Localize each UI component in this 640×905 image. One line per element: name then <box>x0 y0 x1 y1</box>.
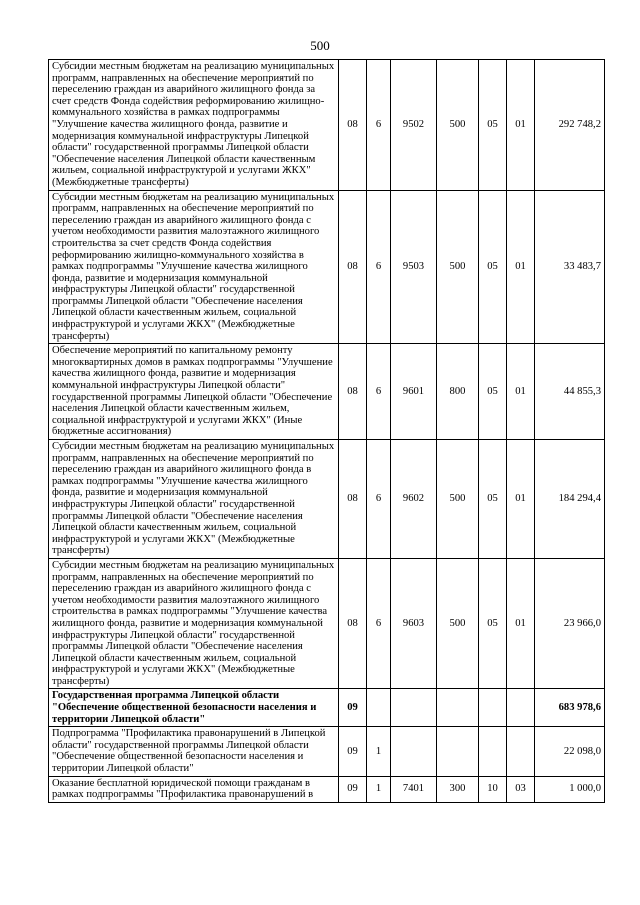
table-row <box>49 776 605 802</box>
expense-type-code <box>437 727 479 776</box>
table-row <box>49 190 605 344</box>
row-description: Обеспечение мероприятий по капитальному ремонту многоквартирных домов в рамках подпрограммы "Улучшение качества жилищного фонда, развитие и модернизация коммунальной инфраструктуры Липецкой области" государственной программы Липецкой области "Обеспечение населения Липецкой области качественным жильем, социальной инфраструктурой и услугами ЖКХ" (Иные бюджетные ассигнования) <box>49 344 339 440</box>
subprogram-code: 1 <box>367 776 391 802</box>
subsection-code <box>507 727 535 776</box>
subprogram-code <box>367 689 391 727</box>
table-row <box>49 60 605 191</box>
subsection-code: 01 <box>507 558 535 689</box>
amount: 22 098,0 <box>535 727 605 776</box>
section-code: 05 <box>479 558 507 689</box>
expense-type-code: 500 <box>437 440 479 559</box>
amount: 23 966,0 <box>535 558 605 689</box>
amount: 33 483,7 <box>535 190 605 344</box>
subsection-code: 01 <box>507 440 535 559</box>
direction-code: 9502 <box>391 60 437 191</box>
program-code: 08 <box>339 190 367 344</box>
table-row <box>49 344 605 440</box>
direction-code <box>391 727 437 776</box>
amount: 44 855,3 <box>535 344 605 440</box>
section-code: 05 <box>479 344 507 440</box>
section-code <box>479 727 507 776</box>
subsection-code: 01 <box>507 190 535 344</box>
section-code: 05 <box>479 60 507 191</box>
table-row <box>49 689 605 727</box>
row-description: Подпрограмма "Профилактика правонарушений в Липецкой области" государственной программы Липецкой области "Обеспечение общественной безопасности населения и территории Липецкой области" <box>49 727 339 776</box>
expense-type-code: 300 <box>437 776 479 802</box>
table-row <box>49 440 605 559</box>
direction-code: 9503 <box>391 190 437 344</box>
program-code: 08 <box>339 60 367 191</box>
row-description: Субсидии местным бюджетам на реализацию муниципальных программ, направленных на обеспечение мероприятий по переселению граждан из аварийного жилищного фонда с учетом необходимости развития малоэтажного жилищного строительства в рамках подпрограммы "Улучшение качества жилищного фонда, развитие и модернизация коммунальной инфраструктуры Липецкой области" государственной программы Липецкой области "Обеспечение населения Липецкой области качественным жильем, социальной инфраструктурой и услугами ЖКХ" (Межбюджетные трансферты) <box>49 558 339 689</box>
subprogram-code: 6 <box>367 440 391 559</box>
row-description: Субсидии местным бюджетам на реализацию муниципальных программ, направленных на обеспечение мероприятий по переселению граждан из аварийного жилищного фонда с учетом необходимости развития малоэтажного жилищного строительства за счет средств Фонда содействия реформированию жилищно-коммунального хозяйства в рамках подпрограммы "Улучшение качества жилищного фонда, развитие и модернизация коммунальной инфраструктуры Липецкой области" государственной программы Липецкой области "Обеспечение населения Липецкой области качественным жильем, социальной инфраструктурой и услугами ЖКХ" (Межбюджетные трансферты) <box>49 190 339 344</box>
expense-type-code: 500 <box>437 60 479 191</box>
direction-code: 9603 <box>391 558 437 689</box>
subsection-code <box>507 689 535 727</box>
direction-code: 9601 <box>391 344 437 440</box>
row-description: Субсидии местным бюджетам на реализацию муниципальных программ, направленных на обеспечение мероприятий по переселению граждан из аварийного жилищного фонда в рамках подпрограммы "Улучшение качества жилищного фонда, развитие и модернизация коммунальной инфраструктуры Липецкой области" государственной программы Липецкой области "Обеспечение населения Липецкой области качественным жильем, социальной инфраструктурой и услугами ЖКХ" (Межбюджетные трансферты) <box>49 440 339 559</box>
subprogram-code: 6 <box>367 60 391 191</box>
budget-table <box>48 59 605 803</box>
expense-type-code <box>437 689 479 727</box>
amount: 292 748,2 <box>535 60 605 191</box>
program-code: 08 <box>339 558 367 689</box>
program-code: 09 <box>339 689 367 727</box>
program-code: 09 <box>339 776 367 802</box>
section-code: 10 <box>479 776 507 802</box>
section-code: 05 <box>479 440 507 559</box>
expense-type-code: 800 <box>437 344 479 440</box>
section-code <box>479 689 507 727</box>
subprogram-code: 6 <box>367 344 391 440</box>
table-row <box>49 727 605 776</box>
subprogram-code: 1 <box>367 727 391 776</box>
expense-type-code: 500 <box>437 558 479 689</box>
amount: 184 294,4 <box>535 440 605 559</box>
direction-code: 7401 <box>391 776 437 802</box>
row-description: Оказание бесплатной юридической помощи гражданам в рамках подпрограммы "Профилактика правонарушений в <box>49 776 339 802</box>
subprogram-code: 6 <box>367 558 391 689</box>
expense-type-code: 500 <box>437 190 479 344</box>
subsection-code: 01 <box>507 344 535 440</box>
subsection-code: 03 <box>507 776 535 802</box>
section-code: 05 <box>479 190 507 344</box>
row-description: Государственная программа Липецкой области "Обеспечение общественной безопасности населения и территории Липецкой области" <box>49 689 339 727</box>
program-code: 09 <box>339 727 367 776</box>
program-code: 08 <box>339 440 367 559</box>
subprogram-code: 6 <box>367 190 391 344</box>
amount: 1 000,0 <box>535 776 605 802</box>
subsection-code: 01 <box>507 60 535 191</box>
table-row <box>49 558 605 689</box>
row-description: Субсидии местным бюджетам на реализацию муниципальных программ, направленных на обеспечение мероприятий по переселению граждан из аварийного жилищного фонда за счет средств Фонда содействия реформированию жилищно-коммунального хозяйства в рамках подпрограммы "Улучшение качества жилищного фонда, развитие и модернизация коммунальной инфраструктуры Липецкой области" государственной программы Липецкой области "Обеспечение населения Липецкой области качественным жильем, социальной инфраструктурой и услугами ЖКХ" (Межбюджетные трансферты) <box>49 60 339 191</box>
amount: 683 978,6 <box>535 689 605 727</box>
page-number: 500 <box>310 38 330 53</box>
direction-code: 9602 <box>391 440 437 559</box>
table-body <box>49 60 605 803</box>
direction-code <box>391 689 437 727</box>
program-code: 08 <box>339 344 367 440</box>
